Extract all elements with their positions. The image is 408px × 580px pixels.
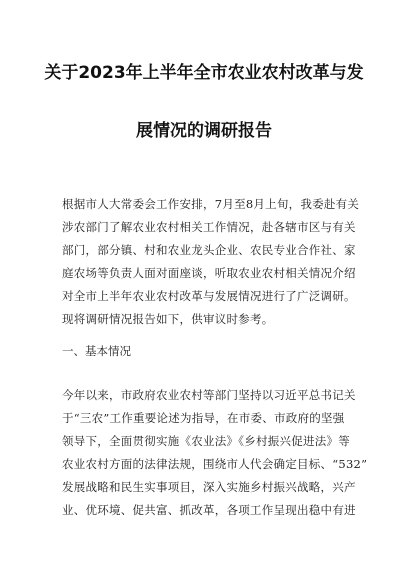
section-paragraph xyxy=(62,384,368,522)
intro-line: 根据市人大常委会工作安排，7月至8月上旬，我委赴有关 xyxy=(62,197,360,211)
section-line: 今年以来，市政府农业农村等部门坚持以习近平总书记关 xyxy=(62,388,356,402)
intro-line: 涉农部门了解农业农村相关工作情况，赴各辖市区与有关 xyxy=(62,220,356,234)
section-line: 领导下，全面贯彻实施《农业法》《乡村振兴促进法》等 xyxy=(62,434,350,448)
section-line: 于“三农”工作重要论述为指导，在市委、市政府的坚强 xyxy=(62,411,345,425)
document-title-line-2: 展情况的调研报告 xyxy=(136,121,272,141)
section-line: 业、优环境、促共富、抓改革，各项工作呈现出稳中有进 xyxy=(62,503,356,517)
intro-line: 对全市上半年农业农村改革与发展情况进行了广泛调研。 xyxy=(62,289,356,303)
intro-line: 庭农场等负责人面对面座谈，听取农业农村相关情况介绍 xyxy=(62,266,356,280)
section-line: 农业农村方面的法律法规，围绕市人代会确定目标、“532” xyxy=(62,457,368,471)
intro-line: 部门，部分镇、村和农业龙头企业、农民专业合作社、家 xyxy=(62,243,356,257)
section-heading: 一、基本情况 xyxy=(62,344,131,358)
document-title-line-1: 关于2023年上半年全市农业农村改革与发 xyxy=(44,63,364,83)
section-line: 发展战略和民生实事项目，深入实施乡村振兴战略，兴产 xyxy=(62,480,356,494)
intro-paragraph xyxy=(62,193,362,331)
intro-line: 现将调研情况报告如下，供审议时参考。 xyxy=(62,312,274,326)
